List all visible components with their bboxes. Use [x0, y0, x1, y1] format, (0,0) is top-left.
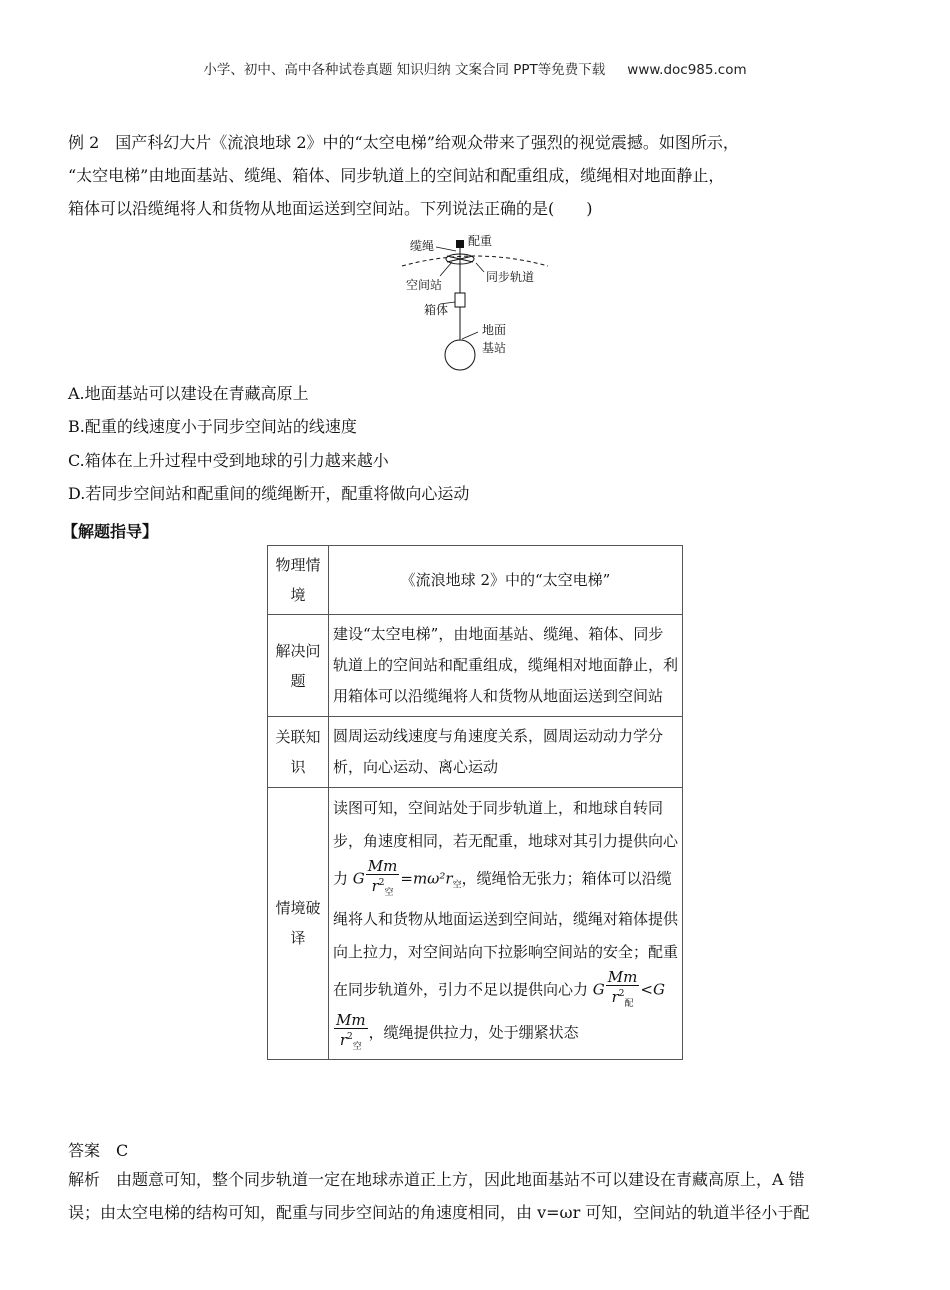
option-c: C.箱体在上升过程中受到地球的引力越来越小 [68, 451, 389, 470]
fraction-kong-1: $\frac{Mm}{r^2_空}$ [367, 857, 398, 898]
guide-text-situation: 《流浪地球 2》中的“太空电梯” [329, 546, 683, 615]
option-a: A.地面基站可以建设在青藏高原上 [68, 384, 309, 403]
space-elevator-diagram [400, 228, 550, 373]
fraction-pei: $\frac{Mm}{r^2_配}$ [607, 967, 638, 1009]
label-orbit: 同步轨道 [486, 270, 535, 284]
question-line-1: 例 2 国产科幻大片《流浪地球 2》中的“太空电梯”给观众带来了强烈的视觉震撼。如图所示， [68, 133, 739, 152]
label-box: 箱体 [424, 303, 449, 317]
guide-text-decode: 读图可知，空间站处于同步轨道上，和地球自转同步，角速度相同，若无配重，地球对其引力提供向心力 G $\frac{Mm}{r^2_空}$ $=m\omega^2r_空$，缆绳恰无张力；箱体可以沿缆绳将人和货物从地面运送到空间站，缆绳对箱体提供向上拉力，对空间站向下拉影响空间站的安全；配重在同步轨道外，引力不足以提供向心力 G $\frac{Mm}{r^2_配}$ <G $\frac{Mm}{r^2_空}$ ，缆绳提供拉力，处于绷紧状态 [329, 788, 683, 1060]
guide-row-problem [268, 615, 683, 717]
guide-label-problem: 解决问题 [268, 615, 329, 717]
question-line-2: “太空电梯”由地面基站、缆绳、箱体、同步轨道上的空间站和配重组成，缆绳相对地面静止， [68, 166, 725, 185]
guide-row-situation [268, 546, 683, 615]
label-cable: 缆绳 [410, 239, 435, 253]
header-url: www.doc985.com [627, 62, 747, 78]
formula-less-than: < [640, 980, 653, 998]
page-header [0, 58, 950, 78]
earth-circle [445, 340, 475, 370]
fraction-num: Mm [367, 857, 398, 875]
formula-g-1: G [352, 869, 365, 888]
guide-row-knowledge [268, 717, 683, 788]
label-ground-1: 地面 [482, 323, 507, 337]
formula-g-2: G [592, 980, 605, 998]
label-counterweight: 配重 [468, 234, 493, 248]
guide-row-decode [268, 788, 683, 1060]
guide-label-situation: 物理情境 [268, 546, 329, 615]
explain-line-2: 误；由太空电梯的结构可知，配重与同步空间站的角速度相同，由 v=ωr 可知，空间站的轨道半径小于配 [68, 1203, 810, 1222]
guide-label-decode: 情境破译 [268, 788, 329, 1060]
guide-text-problem: 建设“太空电梯”，由地面基站、缆绳、箱体、同步轨道上的空间站和配重组成，缆绳相对地面静止，利用箱体可以沿缆绳将人和货物从地面运送到空间站 [329, 615, 683, 717]
option-d: D.若同步空间站和配重间的缆绳断开，配重将做向心运动 [68, 484, 470, 503]
label-ground-2: 基站 [482, 341, 507, 355]
decode-part-3: ，缆绳提供拉力，处于绷紧状态 [368, 1023, 579, 1041]
space-elevator-figure [400, 228, 550, 373]
guide-table [267, 545, 683, 1060]
label-station: 空间站 [406, 278, 443, 292]
counterweight-mark [456, 240, 464, 248]
guide-title: 【解题指导】 [62, 522, 159, 541]
header-left-text: 小学、初中、高中各种试卷真题 知识归纳 文案合同 PPT等免费下载 [203, 62, 606, 78]
decode-part-2: ，缆绳恰无张力；箱体可以沿缆绳将人和货物从地面运送到空间站，缆绳对箱体提供向上拉力，对空间站向下拉影响空间站的安全；配重在同步轨道外，引力不足以提供向心力 [333, 869, 679, 998]
box-mark [455, 293, 465, 307]
guide-label-knowledge: 关联知识 [268, 717, 329, 788]
decode-part-1: 读图可知，空间站处于同步轨道上，和地球自转同步，角速度相同，若无配重，地球对其引力提供向心力 [333, 799, 679, 888]
guide-text-knowledge: 圆周运动线速度与角速度关系，圆周运动动力学分析，向心运动、离心运动 [329, 717, 683, 788]
formula-rhs: =mω²r [400, 869, 453, 888]
orbit-arc [402, 256, 548, 266]
option-b: B.配重的线速度小于同步空间站的线速度 [68, 417, 357, 436]
answer-label: 答案 C [68, 1141, 129, 1160]
explain-line-1: 解析 由题意可知，整个同步轨道一定在地球赤道正上方，因此地面基站不可以建设在青藏高原上，A 错 [68, 1170, 805, 1189]
fraction-kong-2: $\frac{Mm}{r^2_空}$ [336, 1010, 366, 1052]
question-line-3: 箱体可以沿缆绳将人和货物从地面运送到空间站。下列说法正确的是( ) [68, 199, 593, 218]
